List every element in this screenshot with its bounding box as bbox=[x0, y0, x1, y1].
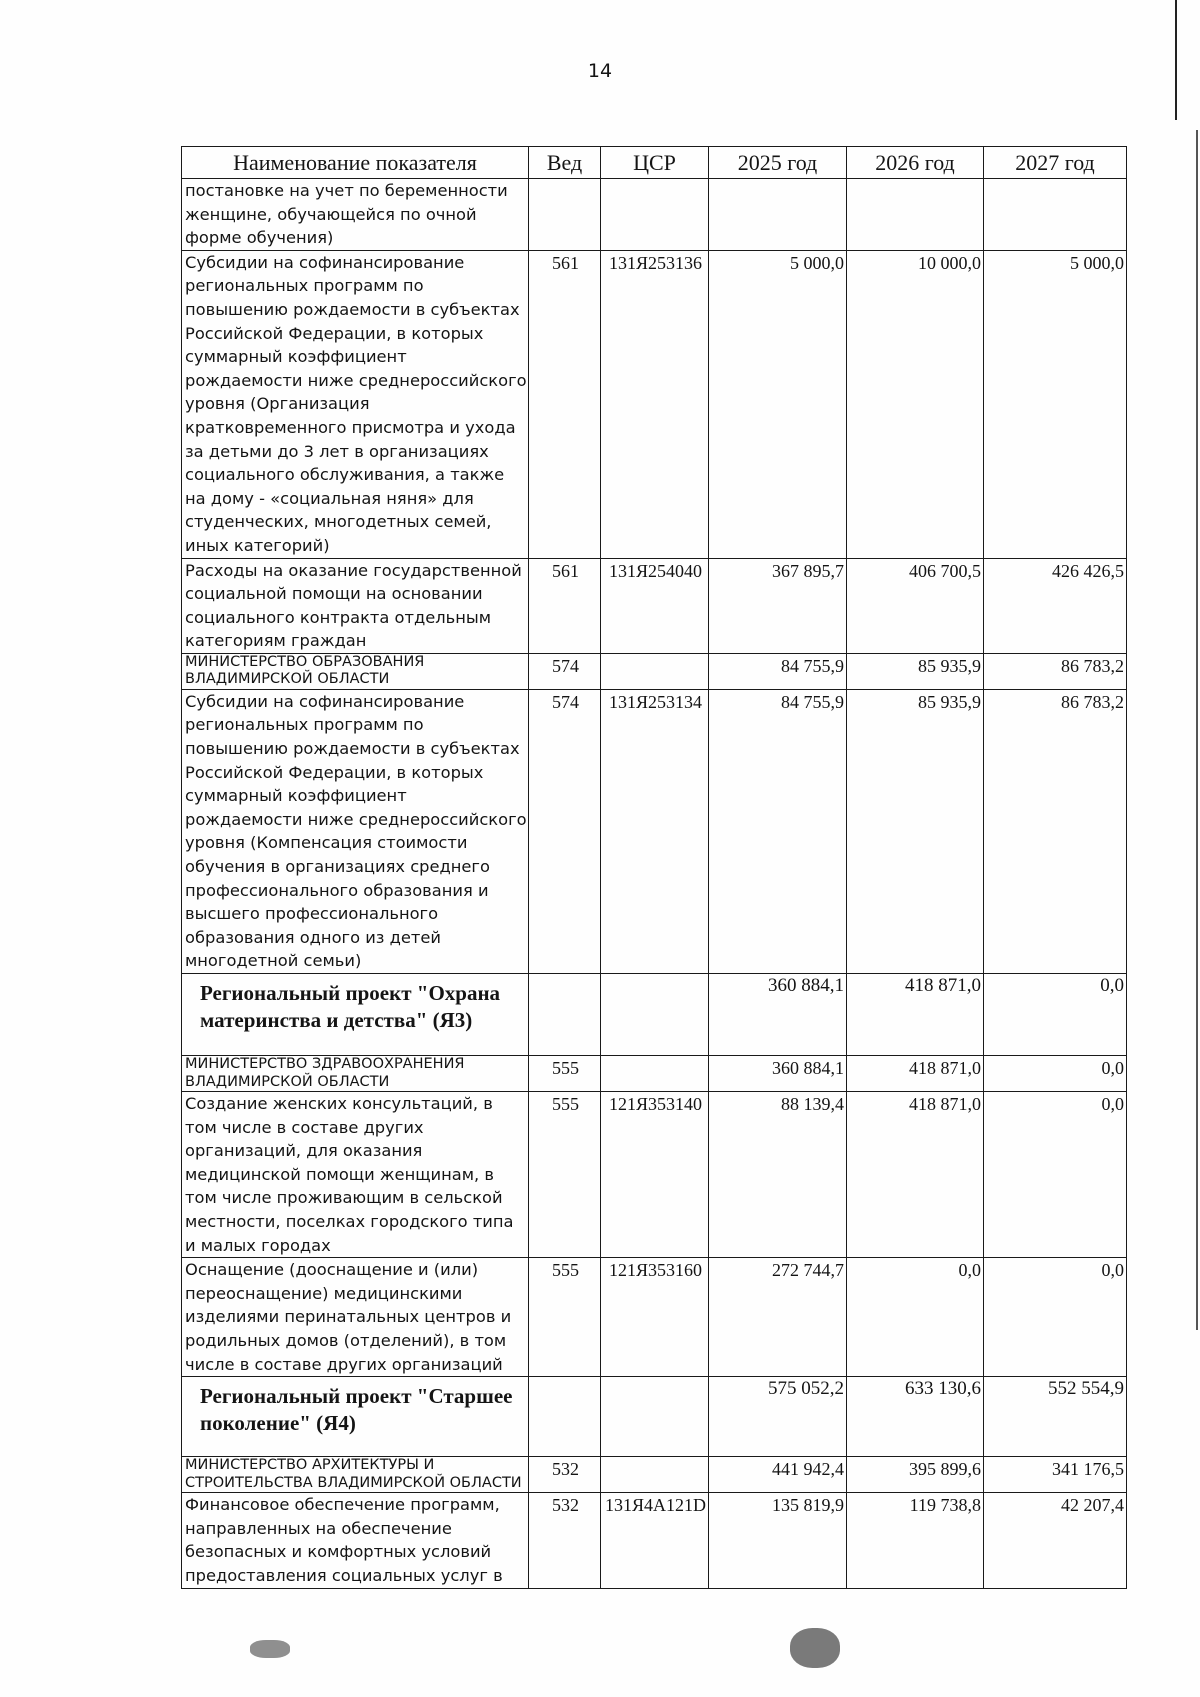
row-csr: 131Я253134 bbox=[601, 689, 709, 973]
scan-speck bbox=[790, 1628, 840, 1668]
row-2027: 42 207,4 bbox=[984, 1493, 1127, 1588]
header-name: Наименование показателя bbox=[182, 147, 529, 179]
table-row-project bbox=[182, 1377, 1127, 1457]
table-header-row bbox=[182, 147, 1127, 179]
row-2025: 441 942,4 bbox=[709, 1457, 847, 1493]
table-row-ministry bbox=[182, 1457, 1127, 1493]
header-2025: 2025 год bbox=[709, 147, 847, 179]
row-2025: 367 895,7 bbox=[709, 558, 847, 653]
row-name: МИНИСТЕРСТВО ЗДРАВООХРАНЕНИЯ ВЛАДИМИРСКОЙ ОБЛАСТИ bbox=[182, 1056, 529, 1092]
table-row bbox=[182, 689, 1127, 973]
row-2027: 0,0 bbox=[984, 1056, 1127, 1092]
row-ved: 532 bbox=[529, 1493, 601, 1588]
row-name: Субсидии на софинансирование региональных программ по повышению рождаемости в субъектах Российской Федерации, в которых суммарный коэффициент рождаемости ниже среднероссийского уровня (Организация кратковременного присмотра и ухода за детьми до 3 лет в организациях социального обслуживания, а также на дому - «социальная няня» для студенческих, многодетных семей, иных категорий) bbox=[182, 250, 529, 558]
row-2026: 85 935,9 bbox=[847, 689, 984, 973]
row-2025 bbox=[709, 179, 847, 251]
budget-table bbox=[181, 146, 1127, 1589]
row-2026: 406 700,5 bbox=[847, 558, 984, 653]
row-ved bbox=[529, 1377, 601, 1457]
header-2027: 2027 год bbox=[984, 147, 1127, 179]
row-2026: 418 871,0 bbox=[847, 974, 984, 1056]
row-2027: 0,0 bbox=[984, 974, 1127, 1056]
row-ved: 574 bbox=[529, 689, 601, 973]
row-2025: 575 052,2 bbox=[709, 1377, 847, 1457]
row-csr bbox=[601, 974, 709, 1056]
row-2027: 86 783,2 bbox=[984, 689, 1127, 973]
table-row bbox=[182, 1493, 1127, 1588]
row-2026 bbox=[847, 179, 984, 251]
table-row-project bbox=[182, 974, 1127, 1056]
table-row bbox=[182, 1258, 1127, 1377]
row-ved: 574 bbox=[529, 653, 601, 689]
row-name: Субсидии на софинансирование региональных программ по повышению рождаемости в субъектах Российской Федерации, в которых суммарный коэффициент рождаемости ниже среднероссийского уровня (Компенсация стоимости обучения в организациях среднего профессионального образования и высшего профессионального образования одного из детей многодетной семьи) bbox=[182, 689, 529, 973]
row-name: МИНИСТЕРСТВО ОБРАЗОВАНИЯ ВЛАДИМИРСКОЙ ОБЛАСТИ bbox=[182, 653, 529, 689]
row-ved: 561 bbox=[529, 558, 601, 653]
table-row bbox=[182, 1092, 1127, 1258]
row-csr: 131Я253136 bbox=[601, 250, 709, 558]
scan-speck bbox=[250, 1640, 290, 1658]
row-ved: 561 bbox=[529, 250, 601, 558]
row-csr bbox=[601, 179, 709, 251]
row-2025: 272 744,7 bbox=[709, 1258, 847, 1377]
row-csr bbox=[601, 1056, 709, 1092]
row-2026: 395 899,6 bbox=[847, 1457, 984, 1493]
table-row-ministry bbox=[182, 653, 1127, 689]
row-2025: 88 139,4 bbox=[709, 1092, 847, 1258]
row-2027 bbox=[984, 179, 1127, 251]
table-row bbox=[182, 250, 1127, 558]
table-row-ministry bbox=[182, 1056, 1127, 1092]
row-2025: 360 884,1 bbox=[709, 1056, 847, 1092]
row-2027: 426 426,5 bbox=[984, 558, 1127, 653]
row-name: Региональный проект "Старшее поколение" (Я4) bbox=[182, 1377, 529, 1457]
row-2025: 5 000,0 bbox=[709, 250, 847, 558]
row-2026: 418 871,0 bbox=[847, 1092, 984, 1258]
row-ved: 555 bbox=[529, 1056, 601, 1092]
row-2026: 418 871,0 bbox=[847, 1056, 984, 1092]
row-2026: 0,0 bbox=[847, 1258, 984, 1377]
row-ved: 532 bbox=[529, 1457, 601, 1493]
row-ved bbox=[529, 179, 601, 251]
row-2025: 84 755,9 bbox=[709, 689, 847, 973]
row-2027: 0,0 bbox=[984, 1092, 1127, 1258]
row-ved bbox=[529, 974, 601, 1056]
row-2027: 86 783,2 bbox=[984, 653, 1127, 689]
row-name: Финансовое обеспечение программ, направленных на обеспечение безопасных и комфортных условий предоставления социальных услуг в bbox=[182, 1493, 529, 1588]
header-2026: 2026 год bbox=[847, 147, 984, 179]
row-csr: 131Я4А121D bbox=[601, 1493, 709, 1588]
row-csr: 121Я353140 bbox=[601, 1092, 709, 1258]
row-csr bbox=[601, 1457, 709, 1493]
table-row bbox=[182, 558, 1127, 653]
row-csr: 121Я353160 bbox=[601, 1258, 709, 1377]
row-ved: 555 bbox=[529, 1258, 601, 1377]
header-ved: Вед bbox=[529, 147, 601, 179]
row-2025: 84 755,9 bbox=[709, 653, 847, 689]
page-number: 14 bbox=[587, 60, 613, 82]
row-2026: 633 130,6 bbox=[847, 1377, 984, 1457]
row-name: Региональный проект "Охрана материнства и детства" (Я3) bbox=[182, 974, 529, 1056]
row-2027: 5 000,0 bbox=[984, 250, 1127, 558]
row-name: Создание женских консультаций, в том числе в составе других организаций, для оказания медицинской помощи женщинам, в том числе проживающим в сельской местности, поселках городского типа и малых городах bbox=[182, 1092, 529, 1258]
row-2027: 341 176,5 bbox=[984, 1457, 1127, 1493]
row-csr bbox=[601, 653, 709, 689]
row-2025: 360 884,1 bbox=[709, 974, 847, 1056]
row-csr bbox=[601, 1377, 709, 1457]
scan-edge-line bbox=[1196, 130, 1198, 1330]
table-row bbox=[182, 179, 1127, 251]
header-csr: ЦСР bbox=[601, 147, 709, 179]
row-name: Расходы на оказание государственной социальной помощи на основании социального контракта отдельным категориям граждан bbox=[182, 558, 529, 653]
row-2026: 119 738,8 bbox=[847, 1493, 984, 1588]
scan-edge-line bbox=[1175, 0, 1177, 120]
row-2027: 0,0 bbox=[984, 1258, 1127, 1377]
row-ved: 555 bbox=[529, 1092, 601, 1258]
row-name: МИНИСТЕРСТВО АРХИТЕКТУРЫ И СТРОИТЕЛЬСТВА ВЛАДИМИРСКОЙ ОБЛАСТИ bbox=[182, 1457, 529, 1493]
row-2026: 85 935,9 bbox=[847, 653, 984, 689]
row-2026: 10 000,0 bbox=[847, 250, 984, 558]
row-2025: 135 819,9 bbox=[709, 1493, 847, 1588]
row-2027: 552 554,9 bbox=[984, 1377, 1127, 1457]
row-name: постановке на учет по беременности женщине, обучающейся по очной форме обучения) bbox=[182, 179, 529, 251]
row-csr: 131Я254040 bbox=[601, 558, 709, 653]
row-name: Оснащение (дооснащение и (или) переоснащение) медицинскими изделиями перинатальных центров и родильных домов (отделений), в том числе в составе других организаций bbox=[182, 1258, 529, 1377]
